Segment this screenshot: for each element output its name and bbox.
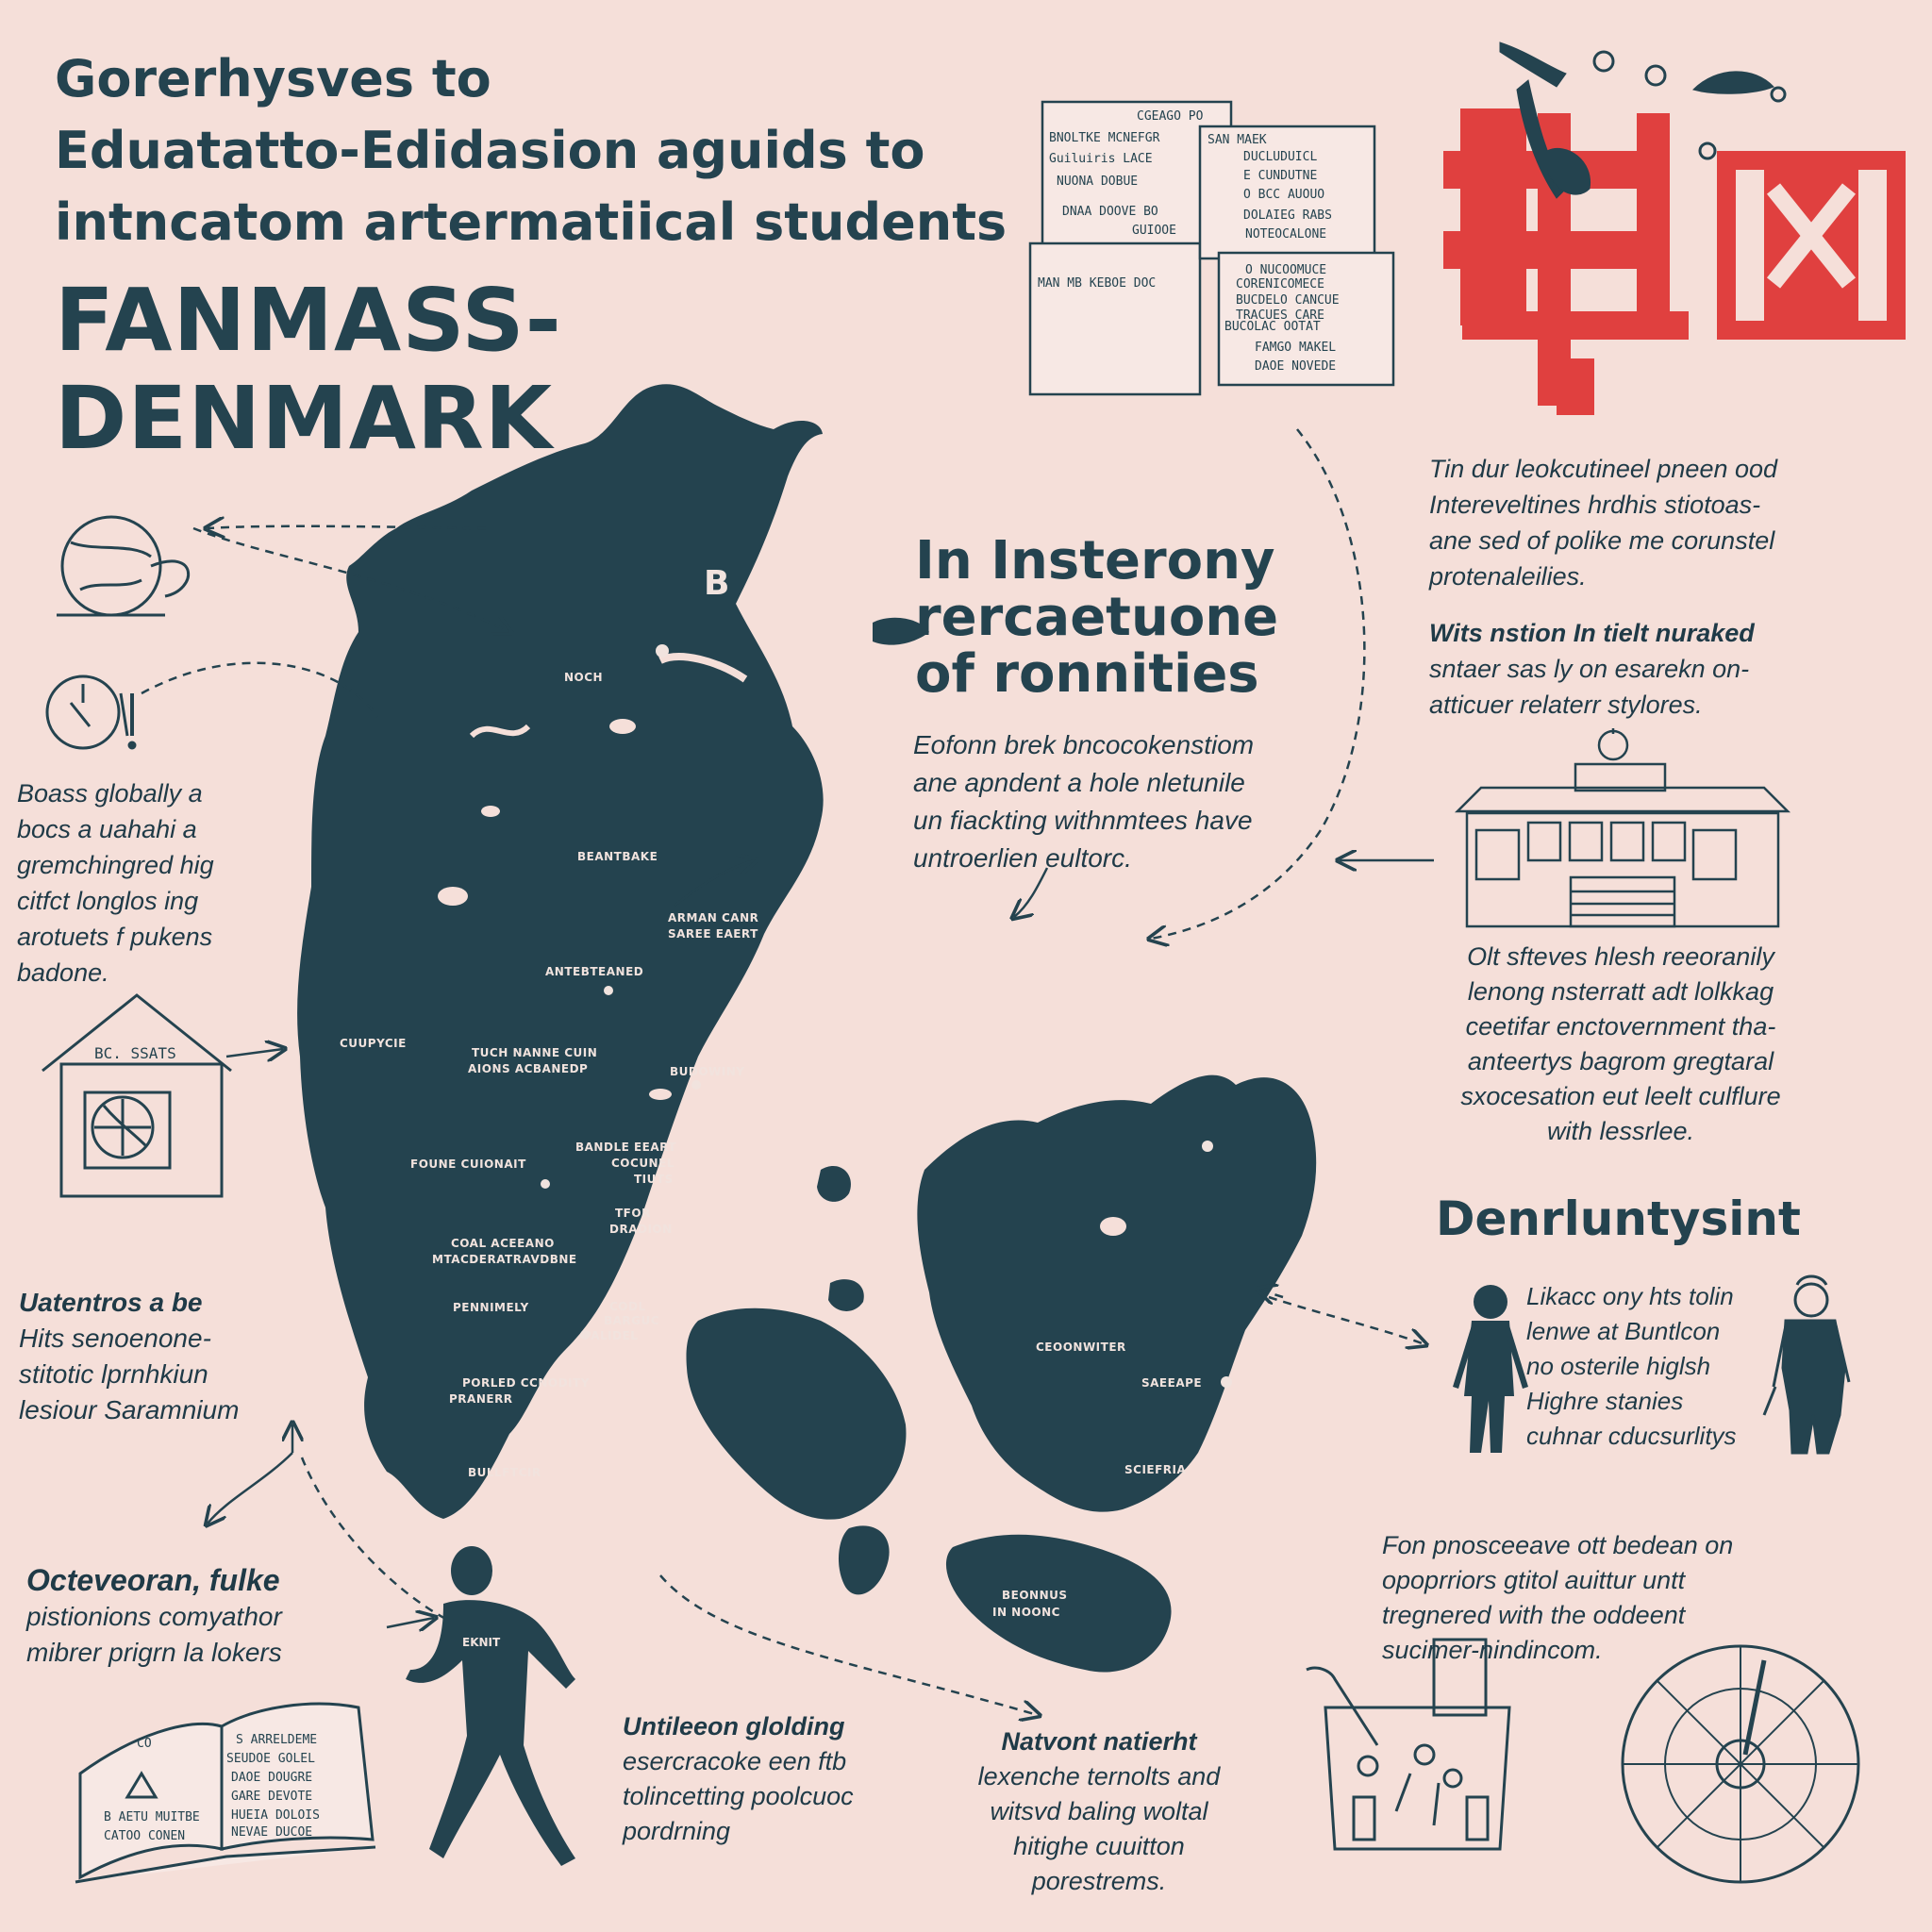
map-marker-letter: B [704, 564, 730, 603]
map-label: BEONNUS [1002, 1589, 1068, 1602]
text-line: tregnered with the oddeent [1382, 1601, 1686, 1629]
text-line: Likacc ony hts tolin [1526, 1282, 1734, 1310]
text-line: arotuets f pukens [17, 923, 213, 951]
map-label: PALIDEL [583, 1329, 639, 1342]
clock-icon [47, 676, 135, 748]
text-line: pistionions comyathor [26, 1602, 282, 1631]
text-line: gremchingred hig [17, 851, 214, 879]
left-note-3 [26, 1561, 282, 1671]
bottom-note-1 [623, 1709, 854, 1849]
right-note-4 [1526, 1279, 1737, 1454]
text-line: Olt sfteves hlesh reeoranily [1467, 942, 1774, 971]
map-label: TIUTS [634, 1173, 674, 1186]
doc-text-line: FAMGO MAKEL [1255, 341, 1337, 355]
map-label: IN NOONC [992, 1606, 1060, 1619]
right-note-3 [1423, 940, 1819, 1149]
open-book-icon [75, 1704, 375, 1882]
text-line: Natvont natierht [1001, 1727, 1197, 1756]
student-figure-icon [1453, 1285, 1528, 1453]
map-label: CUUPYCIE [340, 1037, 407, 1050]
doc-text-line: O NUCOOMUCE [1245, 263, 1327, 277]
map-label: AIONS ACBANEDP [468, 1062, 589, 1075]
text-line: ane apndent a hole nletunile [913, 768, 1245, 797]
book-text-line: GARE DEVOTE [231, 1790, 313, 1804]
text-line: Hits senoenone- [19, 1324, 211, 1353]
map-label: BARGUC [604, 1314, 660, 1327]
title-line: Eduatatto-Edidasion aguids to [55, 121, 925, 180]
solid-arrow [226, 1049, 283, 1057]
text-line: lesiour Saramnium [19, 1395, 240, 1424]
island-zealand [917, 1075, 1316, 1512]
map-label: COAL ACEEANO [451, 1237, 555, 1250]
map-label: SAEEAPE [1141, 1376, 1203, 1390]
text-line: no osterile higlsh [1526, 1352, 1711, 1380]
text-line: Boass globally a [17, 779, 203, 808]
globe-icon [57, 517, 189, 615]
map-label: COCUNEL [611, 1157, 675, 1170]
island-lolland [946, 1535, 1172, 1673]
map-label: ARMAN CANR [668, 911, 759, 924]
text-line: tolincetting poolcuoc [623, 1782, 854, 1810]
map-label: SAREE EAERT [668, 927, 758, 941]
text-line: with lessrlee. [1546, 1117, 1695, 1145]
text-line: stitotic lprnhkiun [19, 1359, 208, 1389]
shirt-label: EKNIT [462, 1636, 501, 1649]
walking-person-icon [406, 1546, 575, 1866]
text-line: bocs a uahahi a [17, 815, 197, 843]
island-small-2 [839, 1525, 890, 1594]
title-line: intncatom artermatiical students [55, 192, 1008, 252]
text-line: citfct longlos ing [17, 887, 199, 915]
map-label: BANDLE EEART [575, 1141, 677, 1154]
center-heading [915, 530, 1279, 705]
bottom-note-2 [953, 1724, 1245, 1899]
professor-figure-icon [1764, 1276, 1849, 1453]
map-label: DRADION [609, 1223, 673, 1236]
dashed-arrow [1269, 1297, 1424, 1344]
doc-text-line: BUCDELO CANCUE [1236, 293, 1340, 308]
doc-text-line: GUIOOE [1132, 224, 1176, 238]
university-building-icon [1457, 728, 1788, 926]
map-label: BUDOWINY [670, 1065, 745, 1078]
center-heading-line: rercaetuone [915, 587, 1279, 648]
text-line: witsvd baling woltal [990, 1797, 1208, 1825]
text-line: hitighe cuuitton [1013, 1832, 1185, 1860]
text-line: badone. [17, 958, 109, 987]
text-line: Uatentros a be [19, 1288, 203, 1317]
right-heading: Denrluntysint [1436, 1191, 1801, 1246]
text-line: cuhnar cducsurlitys [1526, 1422, 1737, 1450]
doc-text-line: DOLAIEG RABS [1243, 208, 1332, 223]
text-line: Tin dur leokcutineel pneen ood [1429, 455, 1778, 483]
main-title: DENMARK [55, 368, 554, 469]
doc-text-line: TRACUES CARE [1236, 308, 1324, 323]
map-label: CODL [609, 1300, 646, 1313]
text-line: Intereveltines hrdhis stiotoas- [1429, 491, 1761, 519]
map-label: BEANTBAKE [577, 850, 658, 863]
doc-text-line: DUCLUDUICL [1243, 150, 1318, 164]
book-text-line: SEUDOE GOLEL [226, 1752, 315, 1766]
map-label: FOUNE CUIONAIT [410, 1158, 526, 1171]
map-label: TFOR [615, 1207, 651, 1220]
map-label: PORLED CCNODITY [462, 1376, 590, 1390]
left-note-1 [17, 775, 214, 991]
text-line: Highre stanies [1526, 1387, 1684, 1415]
text-line: mibrer prigrn la lokers [26, 1638, 282, 1667]
document-sheet [1030, 243, 1200, 394]
text-line: un fiackting withnmtees have [913, 806, 1253, 835]
right-note-5 [1382, 1528, 1733, 1668]
title-block [55, 49, 1008, 469]
text-line: esercracoke een ftb [623, 1747, 847, 1775]
text-line: pordrning [623, 1817, 731, 1845]
house-icon [42, 995, 231, 1196]
note-title: Octeveoran, fulke [26, 1563, 280, 1597]
text-line: porestrems. [1031, 1867, 1167, 1895]
doc-text-line: E CUNDUTNE [1243, 169, 1318, 183]
map-label: SCIEFRIA [1124, 1463, 1187, 1476]
map-label: TUCH NANNE CUIN [472, 1046, 598, 1059]
text-line: untroerlien eultorc. [913, 843, 1132, 873]
book-text-line: CO [137, 1737, 152, 1751]
text-line: Untileeon glolding [623, 1712, 845, 1740]
text-line: lenong nsterratt adt lolkkag [1467, 977, 1774, 1006]
island-fyn [687, 1308, 907, 1520]
doc-text-line: O BCC AUOUO [1243, 188, 1325, 202]
center-heading-line: In Insterony [915, 530, 1275, 591]
book-text-line: HUEIA DOLOIS [231, 1808, 320, 1823]
doc-text-line: SAN MAEK [1208, 133, 1267, 147]
text-line: sxocesation eut leelt culflure [1460, 1082, 1781, 1110]
doc-text-line: DNAA DOOVE BO [1062, 205, 1158, 219]
map-label: PENNIMELY [453, 1301, 529, 1314]
doc-text-line: NUONA DOBUE [1057, 175, 1139, 189]
title-line: Gorerhysves to [55, 49, 491, 108]
map-label: ANTEBTEANED [545, 965, 644, 978]
text-line: anteertys bagrom gregtaral [1467, 1047, 1774, 1075]
map-label: PRANERR [449, 1392, 513, 1406]
text-line: sucimer-nindincom. [1382, 1636, 1603, 1664]
island-small-1 [828, 1279, 864, 1311]
doc-text-line: DAOE NOVEDE [1255, 359, 1337, 374]
text-line: atticuer relaterr stylores. [1429, 691, 1703, 719]
text-line: Eofonn brek bncocokenstiom [913, 730, 1255, 759]
island-small-3 [817, 1166, 851, 1202]
map-label: MTACDERATRAVDBNE [432, 1253, 577, 1266]
map-label: NOCH [564, 671, 604, 684]
book-text-line: NEVAE DUCOE [231, 1825, 313, 1840]
red-abstract-symbol [1443, 108, 1906, 415]
doc-text-line: BUCOLAC OOTAT [1224, 320, 1321, 334]
text-line: protenaleilies. [1429, 562, 1587, 591]
center-heading-line: of ronnities [915, 643, 1259, 705]
doc-text-line: CGEAGO PO [1137, 109, 1204, 124]
text-line: sntaer sas ly on esarekn on- [1429, 655, 1750, 683]
book-text-line: S ARRELDEME [236, 1733, 318, 1747]
text-line: lenwe at Buntlcon [1526, 1317, 1721, 1345]
main-title: FANMASS- [55, 270, 562, 371]
book-text-line: CATOO CONEN [104, 1829, 186, 1843]
solid-arrow [208, 1453, 292, 1524]
book-text-line: B AETU MUITBE [104, 1810, 200, 1824]
tools-sketch-icon [1307, 1640, 1509, 1849]
map-label: CEOONWITER [1036, 1341, 1126, 1354]
text-line: Wits nstion In tielt nuraked [1429, 619, 1755, 647]
text-line: lexenche ternolts and [977, 1762, 1221, 1790]
dial-wheel-icon [1623, 1646, 1858, 1882]
right-note-1 [1429, 451, 1777, 594]
house-sign: BC. SSATS [94, 1044, 176, 1062]
text-line: ane sed of polike me corunstel [1429, 526, 1775, 555]
text-line: opoprriors gtitol auittur untt [1382, 1566, 1686, 1594]
doc-text-line: CORENICOMECE [1236, 277, 1324, 291]
map-label: BULLFTCIR [468, 1466, 541, 1479]
doc-text-line: MAN MB KEBOE DOC [1038, 276, 1157, 291]
center-text [913, 726, 1254, 877]
left-note-2 [19, 1285, 239, 1428]
right-note-2 [1429, 615, 1755, 723]
doc-text-line: BNOLTKE MCNEFGR [1049, 131, 1160, 145]
solid-arrow [387, 1618, 434, 1627]
text-line: Fon pnosceeave ott bedean on [1382, 1531, 1734, 1559]
book-text-line: DAOE DOUGRE [231, 1771, 313, 1785]
doc-text-line: Guiluiris LACE [1049, 152, 1153, 166]
text-line: ceetifar enctovernment tha- [1465, 1012, 1776, 1041]
doc-text-line: NOTEOCALONE [1245, 227, 1327, 242]
